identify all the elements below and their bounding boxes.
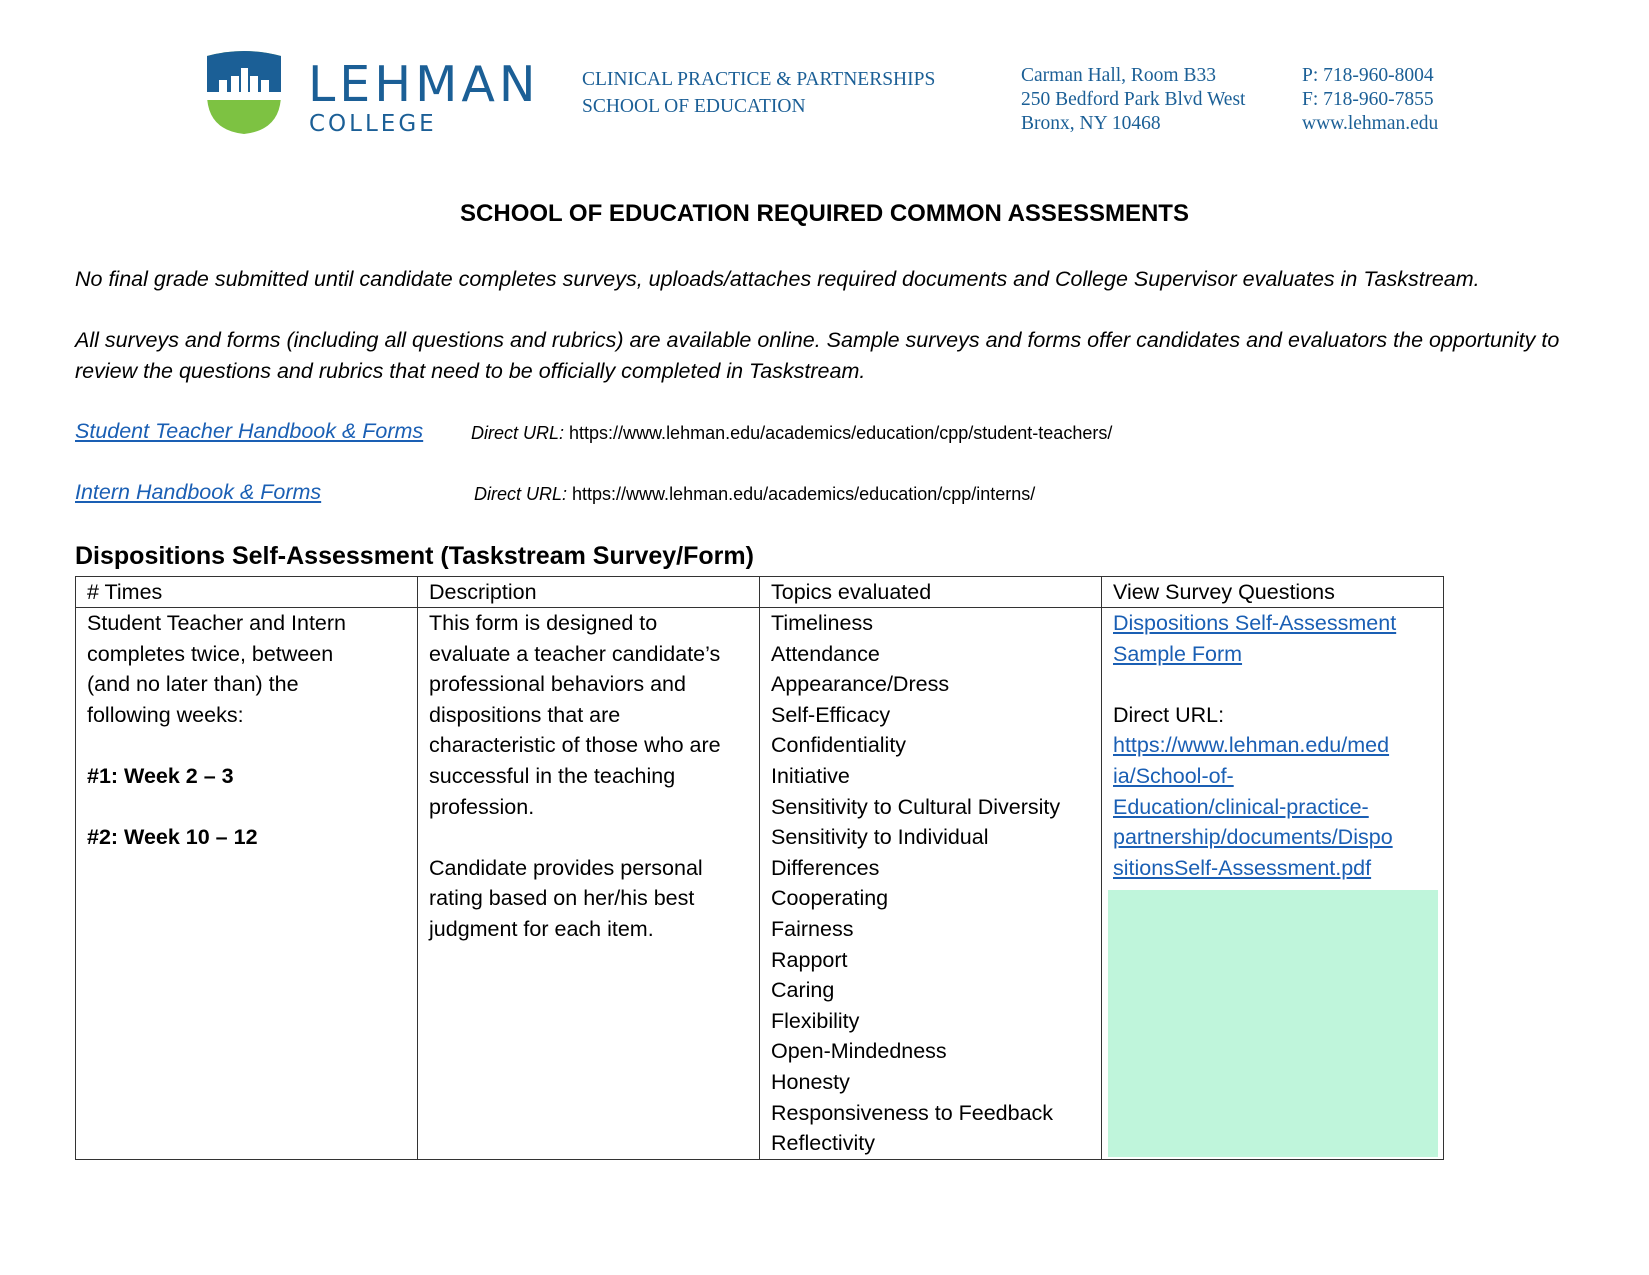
website-line: www.lehman.edu	[1302, 113, 1439, 134]
times-line: (and no later than) the	[87, 672, 299, 697]
pdf-url-link[interactable]: partnership/documents/Dispo	[1113, 825, 1393, 850]
topic-item: Cooperating	[771, 886, 889, 911]
topic-item: Rapport	[771, 947, 848, 972]
department-line: SCHOOL OF EDUCATION	[582, 96, 806, 117]
pdf-url-link[interactable]: https://www.lehman.edu/med	[1113, 733, 1390, 758]
description-line: profession.	[429, 794, 535, 819]
topic-item: Appearance/Dress	[771, 672, 950, 697]
week-two: #2: Week 10 – 12	[87, 825, 258, 850]
topic-item: Self-Efficacy	[771, 702, 891, 727]
intern-handbook-link[interactable]: Intern Handbook & Forms	[75, 480, 322, 504]
pdf-url-link[interactable]: ia/School-of-	[1113, 763, 1234, 788]
topic-item: Open-Mindedness	[771, 1039, 947, 1064]
description-line: professional behaviors and	[429, 672, 686, 697]
topic-item: Attendance	[771, 641, 880, 666]
description-line: evaluate a teacher candidate’s	[429, 641, 721, 666]
department-block	[582, 66, 935, 120]
logo-subtitle: COLLEGE	[309, 111, 437, 137]
intern-direct-url	[474, 484, 1035, 505]
topic-item: Reflectivity	[771, 1131, 875, 1156]
student-teacher-direct-url	[471, 423, 1112, 444]
topic-item: Differences	[771, 855, 880, 880]
table-header-row	[76, 577, 1444, 608]
pdf-url-link[interactable]: sitionsSelf-Assessment.pdf	[1113, 855, 1372, 880]
letterhead	[205, 50, 1465, 140]
topic-item: Sensitivity to Individual	[771, 825, 989, 850]
topics-cell	[760, 608, 1102, 1160]
week-one: #1: Week 2 – 3	[87, 763, 234, 788]
description-line: judgment for each item.	[429, 916, 654, 941]
address-line: 250 Bedford Park Blvd West	[1021, 89, 1246, 110]
description-line: characteristic of those who are	[429, 733, 721, 758]
address-line: Carman Hall, Room B33	[1021, 65, 1216, 86]
student-teacher-link-row	[75, 419, 1113, 444]
description-cell	[418, 608, 760, 1160]
topic-item: Responsiveness to Feedback	[771, 1100, 1054, 1125]
topic-item: Flexibility	[771, 1008, 860, 1033]
logo-name: LEHMAN	[308, 56, 540, 113]
topic-item: Fairness	[771, 916, 854, 941]
direct-url-label: Direct URL:	[1113, 702, 1225, 727]
times-line: following weeks:	[87, 702, 244, 727]
sample-form-link[interactable]: Dispositions Self-Assessment	[1113, 611, 1397, 635]
header-view-survey: View Survey Questions	[1102, 577, 1444, 608]
direct-url-text: https://www.lehman.edu/academics/education/cpp/student-teachers/	[569, 423, 1113, 443]
times-line: completes twice, between	[87, 641, 334, 666]
assessment-table	[75, 576, 1444, 1160]
pdf-url-link[interactable]: Education/clinical-practice-	[1113, 794, 1369, 819]
address-block	[1021, 64, 1245, 136]
direct-url-text: https://www.lehman.edu/academics/education/cpp/interns/	[572, 484, 1036, 504]
department-line: CLINICAL PRACTICE & PARTNERSHIPS	[582, 69, 936, 90]
page-title: SCHOOL OF EDUCATION REQUIRED COMMON ASSESSMENTS	[460, 200, 1189, 227]
header-description: Description	[418, 577, 760, 608]
phone-line: P: 718-960-8004	[1302, 65, 1434, 86]
section-title: Dispositions Self-Assessment (Taskstream Survey/Form)	[75, 542, 754, 570]
topic-item: Timeliness	[771, 611, 873, 635]
table-row	[76, 608, 1444, 1160]
times-line: Student Teacher and Intern	[87, 611, 346, 635]
topic-item: Honesty	[771, 1069, 850, 1094]
header-topics: Topics evaluated	[760, 577, 1102, 608]
student-teacher-handbook-link[interactable]: Student Teacher Handbook & Forms	[75, 419, 424, 443]
contact-block	[1302, 64, 1438, 136]
direct-url-label: Direct URL:	[471, 423, 565, 443]
description-line: dispositions that are	[429, 702, 621, 727]
description-line: This form is designed to	[429, 611, 658, 635]
topic-item: Sensitivity to Cultural Diversity	[771, 794, 1061, 819]
lehman-crest-icon	[205, 50, 283, 134]
description-line: Candidate provides personal	[429, 855, 703, 880]
forms-notice: All surveys and forms (including all questions and rubrics) are available online. Sample surveys and forms offer candidates and evaluators the opportunity to review the questions and rubrics that need to be officially completed in Taskstream.	[75, 328, 1560, 383]
direct-url-label: Direct URL:	[474, 484, 568, 504]
grade-notice: No final grade submitted until candidate completes surveys, uploads/attaches required documents and College Supervisor evaluates in Taskstream.	[75, 267, 1480, 291]
description-line: successful in the teaching	[429, 763, 676, 788]
highlight-box	[1108, 890, 1438, 1157]
address-line: Bronx, NY 10468	[1021, 113, 1161, 134]
fax-line: F: 718-960-7855	[1302, 89, 1434, 110]
topic-item: Initiative	[771, 763, 850, 788]
survey-link-cell	[1102, 608, 1444, 1160]
sample-form-link[interactable]: Sample Form	[1113, 641, 1243, 666]
topic-item: Caring	[771, 978, 835, 1003]
topic-item: Confidentiality	[771, 733, 907, 758]
intern-link-row	[75, 480, 1036, 505]
description-line: rating based on her/his best	[429, 886, 695, 911]
header-times: # Times	[76, 577, 418, 608]
lehman-logo	[205, 50, 540, 140]
times-cell	[76, 608, 418, 1160]
